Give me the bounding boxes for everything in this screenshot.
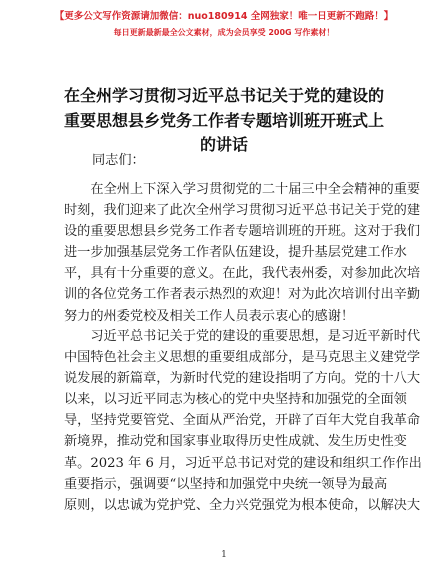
paragraph-2-line: 革。2023 年 6 月，习近平总书记对党的建设和组织工作作出	[64, 455, 422, 471]
paragraph-1	[64, 179, 421, 327]
promo-banner	[0, 9, 448, 40]
paragraph-1-line: 时刻，我们迎来了此次全州学习贯彻习近平总书记关于党的建	[64, 203, 421, 219]
paragraph-2-line: 习近平总书记关于党的建设的重要思想，是习近平新时代	[90, 329, 421, 344]
paragraph-1-line: 训的各位党务工作者表示热烈的欢迎！对为此次培训付出辛勤	[64, 287, 421, 303]
paragraph-1-line: 在全州上下深入学习贯彻党的二十届三中全会精神的重要	[90, 182, 421, 197]
paragraph-1-line: 设的重要思想县乡党务工作者专题培训班的开班。这对于我们	[64, 224, 421, 240]
paragraph-2-line: 说发展的新篇章，为新时代党的建设指明了方向。党的十八大	[64, 371, 421, 387]
title-line-1: 在全州学习贯彻习近平总书记关于党的建设的	[63, 86, 384, 105]
document-title	[40, 84, 408, 158]
paragraph-2-line: 原则，以忠诚为党护党、全力兴党强党为根本使命，以解决大	[64, 497, 421, 513]
paragraph-1-line: 努力的州委党校及相关工作人员表示衷心的感谢！	[64, 308, 355, 324]
paragraph-2-line: 重要指示，强调要“以坚持和加强党中央统一领导为最高	[64, 476, 388, 492]
paragraph-2	[64, 326, 422, 516]
paragraph-1-line: 平，具有十分重要的意义。在此，我代表州委，对参加此次培	[64, 266, 421, 282]
paragraph-2-line: 以来，以习近平同志为核心的党中央坚持和加强党的全面领	[64, 392, 407, 408]
salutation: 同志们：	[92, 153, 145, 168]
promo-banner-line-2: 每日更新最新最全公文素材，成为会员享受 200G 写作素材！	[113, 28, 335, 37]
title-line-2: 重要思想县乡党务工作者专题培训班开班式上	[63, 110, 384, 130]
paragraph-2-line: 导，坚持党要管党、全面从严治党，开辟了百年大党自我革命	[64, 413, 421, 429]
paragraph-2-line: 中国特色社会主义思想的重要组成部分，是马克思主义建党学	[64, 350, 421, 366]
promo-banner-line-1: 【更多公文写作资源请加微信：nuo180914 全网独家！唯一日更新不跑路！】	[54, 11, 394, 22]
paragraph-1-line: 进一步加强基层党务工作者队伍建设，提升基层党建工作水	[64, 245, 407, 261]
paragraph-2-line: 新境界，推动党和国家事业取得历史性成就、发生历史性变	[64, 434, 407, 450]
page-number: 1	[221, 550, 227, 560]
title-line-3: 的讲话	[199, 135, 248, 154]
